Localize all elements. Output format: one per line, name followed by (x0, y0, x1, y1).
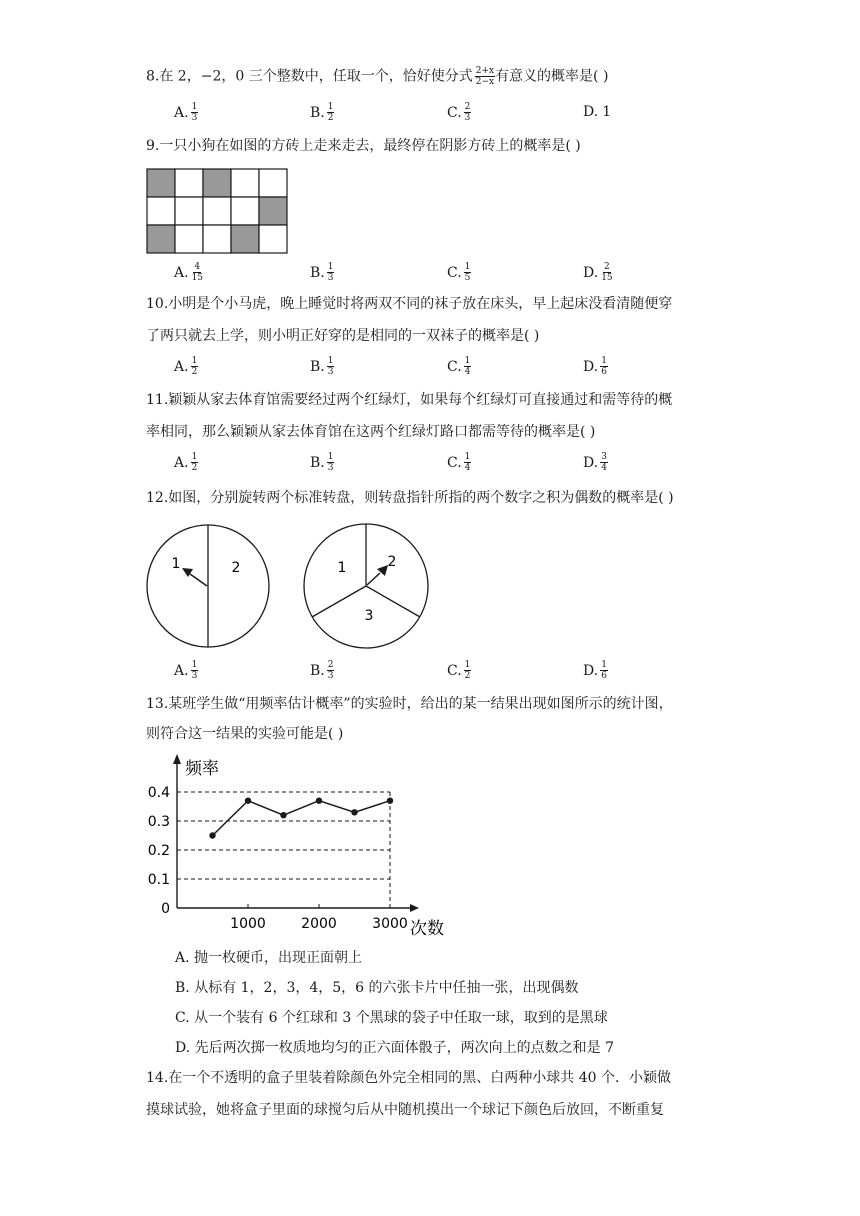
fraction-numerator: 1 (327, 262, 334, 272)
option-fraction (191, 102, 199, 123)
fraction-denominator: 3 (327, 273, 334, 283)
q14-stem-line2: 摸球试验，她将盒子里面的球搅匀后从中随机摸出一个球记下颜色后放回，不断重复 (146, 1102, 664, 1118)
q12-option-d (583, 660, 608, 681)
fraction-numerator: 1 (327, 102, 334, 112)
fraction-denominator: 3 (327, 671, 334, 681)
shaded-tile (203, 169, 231, 197)
option-fraction (464, 660, 472, 681)
fraction-numerator: 2 (464, 102, 471, 112)
fraction-numerator: 1 (191, 356, 198, 366)
y-tick-label: 0.4 (147, 785, 170, 801)
q9-stem: 9.一只小狗在如图的方砖上走来走去，最终停在阴影方砖上的概率是( ) (146, 138, 581, 154)
y-axis-title: 频率 (185, 759, 219, 779)
q11-option-d (583, 452, 608, 473)
q11-option-a (174, 452, 198, 473)
spinner-1 (147, 525, 269, 647)
q8-stem-text-after: 有意义的概率是( ) (495, 68, 609, 85)
fraction-numerator: 1 (191, 102, 198, 112)
q13-stem-line2: 则符合这一结果的实验可能是( ) (146, 726, 344, 742)
shaded-tile (147, 225, 175, 253)
fraction-numerator: 3 (601, 452, 607, 462)
data-point (245, 798, 251, 804)
q14-stem-line1: 14.在一个不透明的盒子里装着除颜色外完全相同的黑、白两种小球共 40 个．小颖做 (146, 1070, 671, 1086)
x-axis-title: 次数 (410, 919, 444, 939)
shaded-tile (231, 225, 259, 253)
spinners-figure (140, 516, 450, 656)
option-label: C. (447, 358, 462, 375)
fraction-numerator: 1 (191, 660, 198, 670)
option-fraction (600, 452, 608, 473)
option-fraction (464, 356, 472, 377)
q13-choice-c: C. 从一个装有 6 个红球和 3 个黑球的袋子中任取一球，取到的是黑球 (175, 1010, 608, 1026)
option-fraction (327, 660, 335, 681)
q8-option-d (583, 102, 611, 122)
spinner-2 (304, 524, 428, 648)
option-label: D. (583, 454, 599, 471)
option-label: C. (447, 454, 462, 471)
q13-choice-d: D. 先后两次掷一枚质地均匀的正六面体骰子，两次向上的点数之和是 7 (175, 1040, 614, 1056)
fraction-numerator: 2 (604, 262, 610, 272)
q10-stem-line2: 了两只就去上学，则小明正好穿的是相同的一双袜子的概率是( ) (146, 328, 540, 344)
tile (231, 197, 259, 225)
option-fraction (191, 262, 204, 283)
q10-option-a (174, 356, 198, 377)
q10-option-c (447, 356, 471, 377)
option-label: D. (583, 358, 599, 375)
option-value: 1 (602, 104, 612, 120)
q13-stem-line1: 13.某班学生做“用频率估计概率”的实验时，给出的某一结果出现如图所示的统计图， (146, 696, 673, 712)
q12-option-a (174, 660, 198, 681)
q11-stem-line1: 11.颖颖从家去体育馆需要经过两个红绿灯，如果每个红绿灯可直接通过和需等待的概 (146, 392, 673, 408)
q8-option-a (174, 102, 198, 123)
fraction-numerator: 1 (464, 356, 471, 366)
option-fraction (600, 660, 608, 681)
fraction-numerator: 4 (194, 262, 201, 272)
fraction-denominator: 3 (191, 113, 198, 123)
data-point (387, 798, 393, 804)
tile (175, 225, 203, 253)
spinner-1-pointer (182, 568, 207, 586)
series-line (213, 801, 391, 836)
q8-frac-den: 2−x (475, 77, 495, 87)
fraction-denominator: 15 (191, 273, 204, 283)
option-label: A. (174, 264, 189, 281)
q13-choice-b: B. 从标有 1，2，3，4，5，6 的六张卡片中任抽一张，出现偶数 (175, 980, 579, 996)
option-label: B. (310, 454, 325, 471)
tile (147, 197, 175, 225)
frequency-line-chart (140, 750, 460, 946)
option-label: C. (447, 104, 462, 121)
tile (203, 225, 231, 253)
option-label: D. (583, 104, 599, 120)
fraction-denominator: 2 (327, 113, 334, 123)
shaded-tile (147, 169, 175, 197)
option-fraction (327, 452, 335, 473)
spinner-1-label-2: 2 (231, 560, 241, 576)
option-fraction (600, 356, 608, 377)
spinner-2-label-3: 3 (364, 608, 374, 624)
q8-frac-num: 2+x (475, 66, 495, 76)
data-point (316, 798, 322, 804)
fraction-numerator: 1 (464, 452, 471, 462)
spinner-2-label-1: 1 (337, 560, 347, 576)
tile-grid-figure (146, 168, 288, 254)
option-label: A. (174, 454, 189, 471)
fraction-numerator: 1 (601, 660, 607, 670)
y-tick-label: 0 (161, 901, 170, 917)
fraction-numerator: 1 (601, 356, 607, 366)
option-label: B. (310, 662, 325, 679)
q9-option-b (310, 262, 334, 283)
option-fraction (191, 660, 199, 681)
q8-stem-fraction (475, 66, 495, 87)
y-axis-arrow (173, 754, 181, 764)
option-fraction (464, 452, 472, 473)
option-fraction (464, 102, 472, 123)
fraction-denominator: 2 (191, 367, 198, 377)
fraction-numerator: 2 (327, 660, 334, 670)
option-fraction (191, 452, 199, 473)
tile (203, 197, 231, 225)
option-label: A. (174, 104, 189, 121)
fraction-numerator: 1 (191, 452, 198, 462)
option-fraction (464, 262, 472, 283)
tile (175, 197, 203, 225)
fraction-numerator: 1 (327, 452, 334, 462)
q8-stem (146, 66, 608, 87)
y-tick-label: 0.2 (147, 843, 170, 859)
q10-option-b (310, 356, 334, 377)
option-label: C. (447, 264, 462, 281)
q11-option-b (310, 452, 334, 473)
fraction-denominator: 6 (601, 367, 607, 377)
y-tick-label: 0.3 (147, 814, 170, 830)
fraction-denominator: 2 (191, 463, 198, 473)
option-fraction (327, 102, 335, 123)
q8-option-c (447, 102, 471, 123)
q12-option-b (310, 660, 334, 681)
fraction-denominator: 4 (601, 463, 607, 473)
option-label: A. (174, 358, 189, 375)
fraction-denominator: 5 (464, 273, 471, 283)
q8-option-b (310, 102, 334, 123)
q9-option-a (174, 262, 204, 283)
option-label: B. (310, 264, 325, 281)
y-tick-label: 0.1 (147, 872, 170, 888)
fraction-denominator: 4 (464, 463, 471, 473)
fraction-denominator: 3 (327, 463, 334, 473)
q11-option-c (447, 452, 471, 473)
x-tick-label: 3000 (372, 916, 408, 932)
option-fraction (600, 262, 613, 283)
shaded-tile (259, 197, 287, 225)
q9-option-c (447, 262, 471, 283)
spinner-2-label-2: 2 (387, 554, 397, 570)
option-fraction (327, 356, 335, 377)
spinner-2-pointer (367, 565, 388, 585)
data-point (280, 812, 286, 818)
option-label: B. (310, 358, 325, 375)
fraction-numerator: 1 (327, 356, 334, 366)
option-label: C. (447, 662, 462, 679)
x-tick-label: 1000 (230, 916, 266, 932)
q12-option-c (447, 660, 471, 681)
spinner-1-label-1: 1 (171, 556, 181, 572)
fraction-denominator: 3 (464, 113, 471, 123)
tile (259, 169, 287, 197)
fraction-denominator: 4 (464, 367, 471, 377)
fraction-denominator: 15 (601, 273, 613, 283)
fraction-numerator: 1 (464, 660, 471, 670)
option-fraction (191, 356, 199, 377)
fraction-denominator: 6 (601, 671, 607, 681)
data-point (209, 832, 215, 838)
q12-stem: 12.如图，分别旋转两个标准转盘，则转盘指针所指的两个数字之积为偶数的概率是( ) (146, 490, 674, 506)
option-label: B. (310, 104, 325, 121)
q10-stem-line1: 10.小明是个小马虎，晚上睡觉时将两双不同的袜子放在床头，早上起床没看清随便穿 (146, 296, 673, 312)
q9-option-d (583, 262, 614, 283)
q10-option-d (583, 356, 608, 377)
x-axis-arrow (410, 904, 419, 912)
fraction-denominator: 3 (191, 671, 198, 681)
q8-stem-text: 8.在 2，−2，0 三个整数中，任取一个，恰好使分式 (146, 68, 473, 85)
fraction-denominator: 2 (464, 671, 471, 681)
tile (231, 169, 259, 197)
option-label: A. (174, 662, 189, 679)
tile (259, 225, 287, 253)
option-label: D. (583, 662, 599, 679)
tile (175, 169, 203, 197)
option-fraction (327, 262, 335, 283)
option-label: D. (583, 264, 599, 281)
x-tick-label: 2000 (301, 916, 337, 932)
fraction-numerator: 1 (464, 262, 471, 272)
q13-choice-a: A. 抛一枚硬币，出现正面朝上 (175, 950, 363, 966)
data-point (351, 809, 357, 815)
fraction-denominator: 3 (327, 367, 334, 377)
q11-stem-line2: 率相同，那么颖颖从家去体育馆在这两个红绿灯路口都需等待的概率是( ) (146, 424, 596, 440)
